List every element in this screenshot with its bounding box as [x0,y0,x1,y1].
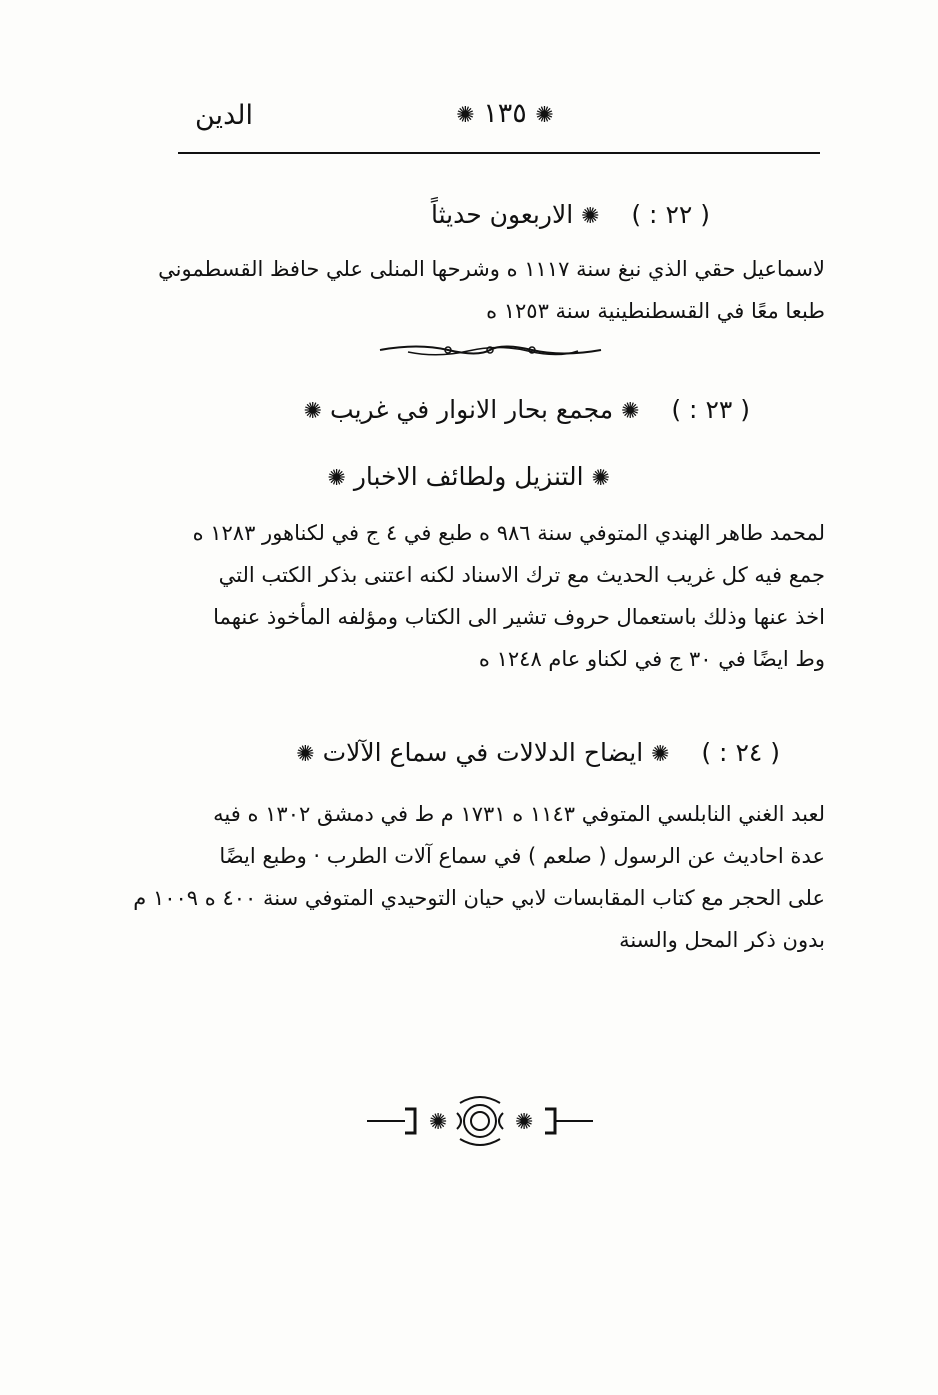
entry-title: ايضاح الدلالات في سماع الآلات [322,738,644,767]
entry-number: ( ٢٤ : ) [701,738,780,767]
flower-ornament-icon: ✺ [621,399,640,424]
tailpiece-ornament [365,1093,595,1153]
flower-ornament-icon: ✺ [651,742,670,767]
paragraph-line: عدة احاديث عن الرسول ( صلعم ) في سماع آلات الطرب · وطبع ايضًا [219,844,825,868]
flower-ornament-icon: ✺ [535,103,554,128]
flower-ornament-icon: ✺ [591,466,610,491]
paragraph-line: لعبد الغني النابلسي المتوفي ١١٤٣ ه ١٧٣١ م ط في دمشق ١٣٠٢ ه فيه [213,802,825,826]
entry-subtitle: التنزيل ولطائف الاخبار [353,462,584,491]
entry-heading [431,200,710,229]
svg-text:✺: ✺ [429,1110,448,1135]
entry-paragraph [158,248,825,332]
entry-number: ( ٢٣ : ) [671,395,750,424]
paragraph-line: طبعا معًا في القسطنطينية سنة ١٢٥٣ ه [486,299,825,323]
svg-text:✺: ✺ [515,1110,534,1135]
flower-ornament-icon: ✺ [327,466,346,491]
paragraph-line: على الحجر مع كتاب المقابسات لابي حيان التوحيدي المتوفي سنة ٤٠٠ ه ١٠٠٩ م [133,886,825,910]
entry-number: ( ٢٢ : ) [631,200,710,229]
paragraph-line: وط ايضًا في ٣٠ ج في لكناو عام ١٢٤٨ ه [478,647,825,671]
flower-ornament-icon: ✺ [581,204,600,229]
paragraph-line: لاسماعيل حقي الذي نبغ سنة ١١١٧ ه وشرحها المنلى علي حافظ القسطموني [158,257,825,281]
page-number-text: ١٣٥ [483,98,527,129]
paragraph-line: اخذ عنها وذلك باستعمال حروف تشير الى الكتاب ومؤلفه المأخوذ عنهما [213,605,825,629]
entry-heading [304,395,750,424]
entry-paragraph [165,512,825,680]
flower-ornament-icon: ✺ [296,742,315,767]
paragraph-line: بدون ذكر المحل والسنة [619,928,825,952]
running-header-title: الدين [195,100,253,131]
header-rule [178,152,820,154]
flower-ornament-icon: ✺ [456,103,475,128]
divider-flourish [378,340,603,360]
page-number [440,98,570,129]
entry-paragraph [133,793,825,961]
entry-title: مجمع بحار الانوار في غريب [330,395,614,424]
paragraph-line: جمع فيه كل غريب الحديث مع ترك الاسناد لكنه اعتنى بذكر الكتب التي [218,563,825,587]
entry-heading [296,738,780,767]
flower-ornament-icon: ✺ [303,399,323,424]
entry-subheading [327,462,610,491]
paragraph-line: لمحمد طاهر الهندي المتوفي سنة ٩٨٦ ه طبع في ٤ ج في لكناهور ١٢٨٣ ه [192,521,825,545]
entry-title: الاربعون حديثاً [430,200,574,229]
